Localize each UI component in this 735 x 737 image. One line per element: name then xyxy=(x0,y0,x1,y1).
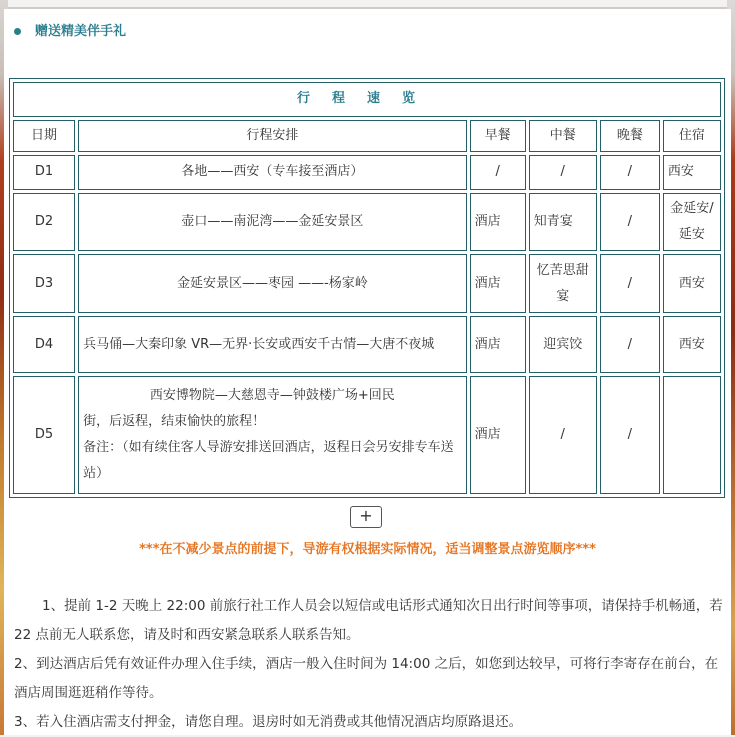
row-lunch: 忆苦思甜宴 xyxy=(529,254,597,313)
header-stay: 住宿 xyxy=(663,120,721,152)
row-stay: 金延安/延安 xyxy=(663,193,721,252)
gift-heading xyxy=(14,20,126,39)
table-row xyxy=(13,376,721,494)
table-row xyxy=(13,193,721,252)
itinerary-table xyxy=(9,78,725,498)
row-plan: 各地——西安（专车接至酒店） xyxy=(78,155,467,190)
row-plan: 壶口——南泥湾——金延安景区 xyxy=(78,193,467,252)
row-stay: 西安 xyxy=(663,316,721,373)
header-lunch: 中餐 xyxy=(529,120,597,152)
row-dinner: / xyxy=(600,316,660,373)
bullet-icon xyxy=(14,28,21,35)
table-title: 行程速览 xyxy=(13,82,721,117)
row-lunch: / xyxy=(529,376,597,494)
row-stay: 西安 xyxy=(663,155,721,190)
row-plan-line: 备注：（如有续住客人导游安排送回酒店，返程日会另安排专车送站） xyxy=(83,440,454,482)
row-lunch: 迎宾饺 xyxy=(529,316,597,373)
row-stay xyxy=(663,376,721,494)
row-plan-line: 街，后返程，结束愉快的旅程！ xyxy=(83,414,266,430)
row-dinner: / xyxy=(600,376,660,494)
notes-section xyxy=(14,592,723,737)
row-day: D4 xyxy=(13,316,75,373)
row-day: D1 xyxy=(13,155,75,190)
header-dinner: 晚餐 xyxy=(600,120,660,152)
row-plan: 兵马俑—大秦印象 VR—无界·长安或西安千古情—大唐不夜城 xyxy=(78,316,467,373)
row-dinner: / xyxy=(600,254,660,313)
row-stay: 西安 xyxy=(663,254,721,313)
table-row xyxy=(13,155,721,190)
row-breakfast: / xyxy=(470,155,526,190)
row-day: D2 xyxy=(13,193,75,252)
row-plan: 金延安景区——枣园 ——-杨家岭 xyxy=(78,254,467,313)
table-row xyxy=(13,316,721,373)
row-breakfast: 酒店 xyxy=(470,316,526,373)
row-plan-line: 西安博物院—大慈恩寺—钟鼓楼广场+回民 xyxy=(149,388,395,404)
row-breakfast: 酒店 xyxy=(470,376,526,494)
header-breakfast: 早餐 xyxy=(470,120,526,152)
row-lunch: / xyxy=(529,155,597,190)
row-day: D3 xyxy=(13,254,75,313)
row-breakfast: 酒店 xyxy=(470,193,526,252)
row-breakfast: 酒店 xyxy=(470,254,526,313)
header-plan: 行程安排 xyxy=(78,120,467,152)
expand-button[interactable]: + xyxy=(350,506,382,528)
gift-heading-text: 赠送精美伴手礼 xyxy=(35,24,127,39)
row-day: D5 xyxy=(13,376,75,494)
notice-text: ***在不减少景点的前提下，导游有权根据实际情况，适当调整景点游览顺序*** xyxy=(139,542,596,557)
note-item: 1、提前 1-2 天晚上 22:00 前旅行社工作人员会以短信或电话形式通知次日出行时间等事项，请保持手机畅通，若 22 点前无人联系您，请及时和西安紧急联系人联系告知。 xyxy=(14,598,723,643)
row-dinner: / xyxy=(600,193,660,252)
note-item: 2、到达酒店后凭有效证件办理入住手续，酒店一般入住时间为 14:00 之后，如您到达较早，可将行李寄存在前台，在酒店周围逛逛稍作等待。 xyxy=(14,656,719,701)
row-plan xyxy=(78,376,467,494)
header-date: 日期 xyxy=(13,120,75,152)
row-lunch: 知青宴 xyxy=(529,193,597,252)
note-item: 3、若入住酒店需支付押金，请您自理。退房时如无消费或其他情况酒店均原路退还。 xyxy=(14,714,523,730)
row-dinner: / xyxy=(600,155,660,190)
table-row xyxy=(13,254,721,313)
